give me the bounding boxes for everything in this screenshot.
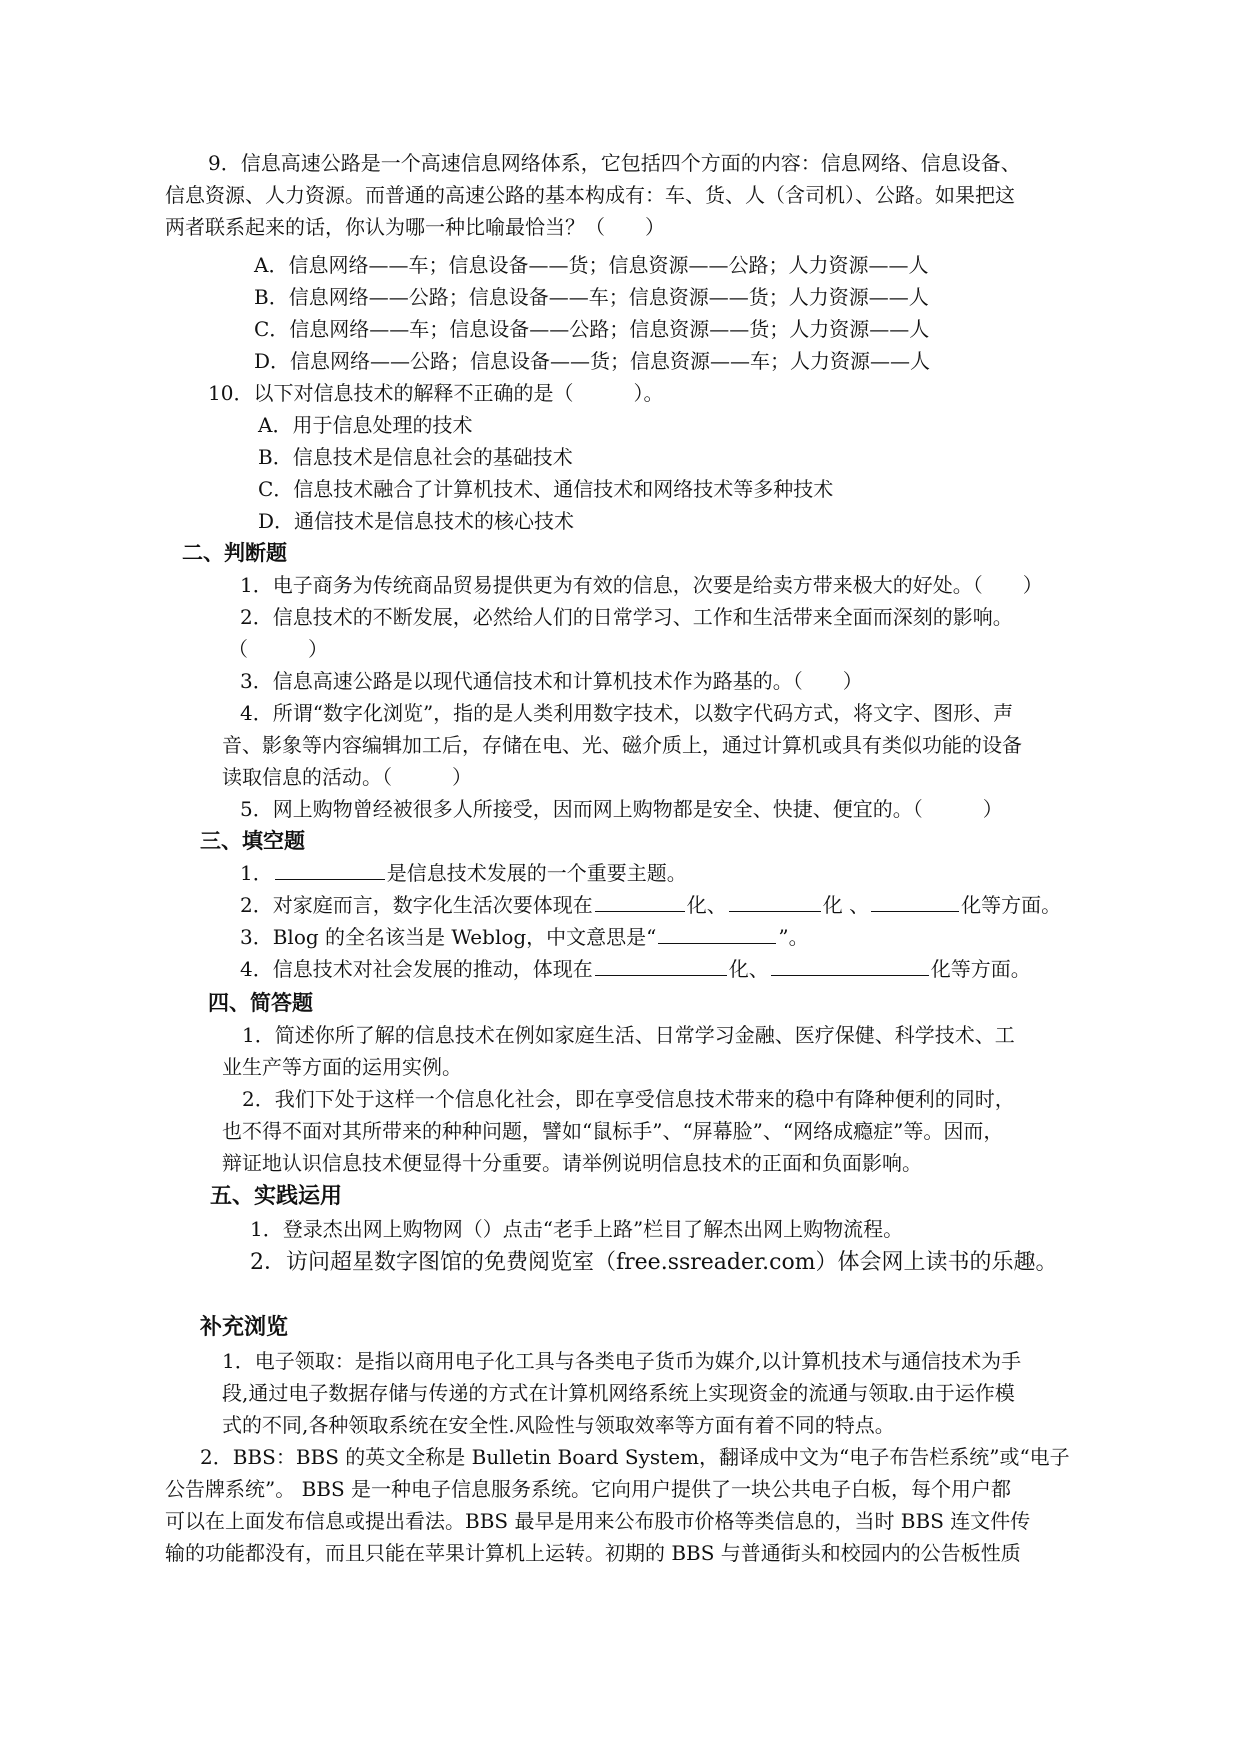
fill-item-2-text: 2．对家庭而言，数字化生活次要体现在 [240,893,593,917]
section-practice-title: 五、实践运用 [210,1183,343,1209]
short-answer-1-line-1: 1．简述你所了解的信息技术在例如家庭生活、日常学习金融、医疗保健、科学技术、工 [242,1023,1015,1047]
fill-item-4-text: 化等方面。 [930,957,1031,981]
fill-item-3-text: ”。 [778,925,809,949]
fill-blank[interactable] [595,891,685,912]
supp-line-1: 1．电子领取：是指以商用电子化工具与各类电子货币为媒介,以计算机技术与通信技术为手 [222,1349,1022,1373]
tf-item-2-bracket: （ ） [228,637,328,661]
short-answer-1-line-2: 业生产等方面的运用实例。 [222,1055,462,1079]
section-short-answer-title: 四、简答题 [208,990,313,1015]
fill-blank[interactable] [658,923,776,944]
tf-item-2: 2．信息技术的不断发展，必然给人们的日常学习、工作和生活带来全面而深刻的影响。 [240,605,1013,629]
tf-item-1: 1．电子商务为传统商品贸易提供更为有效的信息，次要是给卖方带来极大的好处。（ ） [240,573,1043,597]
short-answer-2-line-1: 2．我们下处于这样一个信息化社会，即在享受信息技术带来的稳中有降种便利的同时， [242,1087,1015,1111]
q10-option-d: D．通信技术是信息技术的核心技术 [258,509,575,533]
q9-line-2: 信息资源、人力资源。而普通的高速公路的基本构成有：车、货、人（含司机）、公路。如果把这 [165,183,1015,207]
fill-item-3 [240,923,809,951]
supp-line-5: 公告牌系统”。 BBS 是一种电子信息服务系统。它向用户提供了一块公共电子白板，每个用户都 [165,1477,1012,1501]
fill-item-4-text: 化、 [728,957,769,981]
section-fill-blank-title: 三、填空题 [200,828,305,853]
q9-line-3: 两者联系起来的话，你认为哪一种比喻最恰当？（ ） [165,215,665,239]
tf-item-4-line-3: 读取信息的活动。（ ） [222,765,472,789]
q10-option-b: B．信息技术是信息社会的基础技术 [258,445,573,469]
supp-line-2: 段,通过电子数据存储与传递的方式在计算机网络系统上实现资金的流通与领取.由于运作模 [222,1381,1015,1405]
supplementary-title: 补充浏览 [200,1314,289,1340]
fill-item-4 [240,955,1031,983]
tf-item-4-line-2: 音、影象等内容编辑加工后，存储在电、光、磁介质上，通过计算机或具有类似功能的设备 [222,733,1022,757]
practice-item-2: 2．访问超星数字图馆的免费阅览室（free.ssreader.com）体会网上读书的乐趣。 [250,1250,1058,1275]
short-answer-2-line-3: 辩证地认识信息技术便显得十分重要。请举例说明信息技术的正面和负面影响。 [222,1151,922,1175]
fill-item-2-text: 化、 [686,893,727,917]
fill-item-1-number: 1． [240,861,273,885]
fill-blank[interactable] [871,891,959,912]
short-answer-2-line-2: 也不得不面对其所带来的种种问题，譬如“鼠标手”、“屏幕脸”、“网络成瘾症”等。因而， [222,1119,1004,1143]
tf-item-5: 5．网上购物曾经被很多人所接受，因而网上购物都是安全、快捷、便宜的。（ ） [240,797,1003,821]
fill-item-3-text: 3．Blog 的全名该当是 Weblog，中文意思是“ [240,925,657,949]
q10-option-a: A．用于信息处理的技术 [258,413,473,437]
practice-item-1: 1．登录杰出网上购物网（）点击“老手上路”栏目了解杰出网上购物流程。 [250,1217,904,1241]
tf-item-3: 3．信息高速公路是以现代通信技术和计算机技术作为路基的。（ ） [240,669,863,693]
q9-option-c: C．信息网络——车；信息设备——公路；信息资源——货；人力资源——人 [254,317,930,341]
section-true-false-title: 二、判断题 [182,540,287,565]
fill-blank[interactable] [771,955,929,976]
q10-stem: 10．以下对信息技术的解释不正确的是（ ）。 [208,381,664,405]
supp-line-3: 式的不同,各种领取系统在安全性.风险性与领取效率等方面有着不同的特点。 [222,1413,895,1437]
fill-item-1-text: 是信息技术发展的一个重要主题。 [386,861,687,885]
supp-line-7: 输的功能都没有，而且只能在苹果计算机上运转。初期的 BBS 与普通街头和校园内的公告板性质 [165,1541,1021,1565]
supp-line-4: 2．BBS：BBS 的英文全称是 Bulletin Board System，翻译成中文为“电子布告栏系统”或“电子 [200,1445,1070,1469]
fill-item-1 [240,859,687,887]
fill-blank[interactable] [729,891,821,912]
q9-option-b: B．信息网络——公路；信息设备——车；信息资源——货；人力资源——人 [254,285,929,309]
fill-item-2-text: 化等方面。 [961,893,1062,917]
fill-item-2-text: 化 、 [822,893,870,917]
q9-option-a: A．信息网络——车；信息设备——货；信息资源——公路；人力资源——人 [254,253,929,277]
fill-item-2 [240,891,1061,919]
q9-line-1: 9．信息高速公路是一个高速信息网络体系，它包括四个方面的内容：信息网络、信息设备、 [208,151,1021,175]
q10-option-c: C．信息技术融合了计算机技术、通信技术和网络技术等多种技术 [258,477,834,501]
fill-item-4-text: 4．信息技术对社会发展的推动，体现在 [240,957,593,981]
fill-blank[interactable] [595,955,727,976]
fill-blank[interactable] [275,859,385,880]
supp-line-6: 可以在上面发布信息或提出看法。BBS 最早是用来公布股市价格等类信息的，当时 BBS 连文件传 [165,1509,1031,1533]
q9-option-d: D．信息网络——公路；信息设备——货；信息资源——车；人力资源——人 [254,349,931,373]
tf-item-4-line-1: 4．所谓“数字化浏览”，指的是人类利用数字技术，以数字代码方式，将文字、图形、声 [240,701,1014,725]
